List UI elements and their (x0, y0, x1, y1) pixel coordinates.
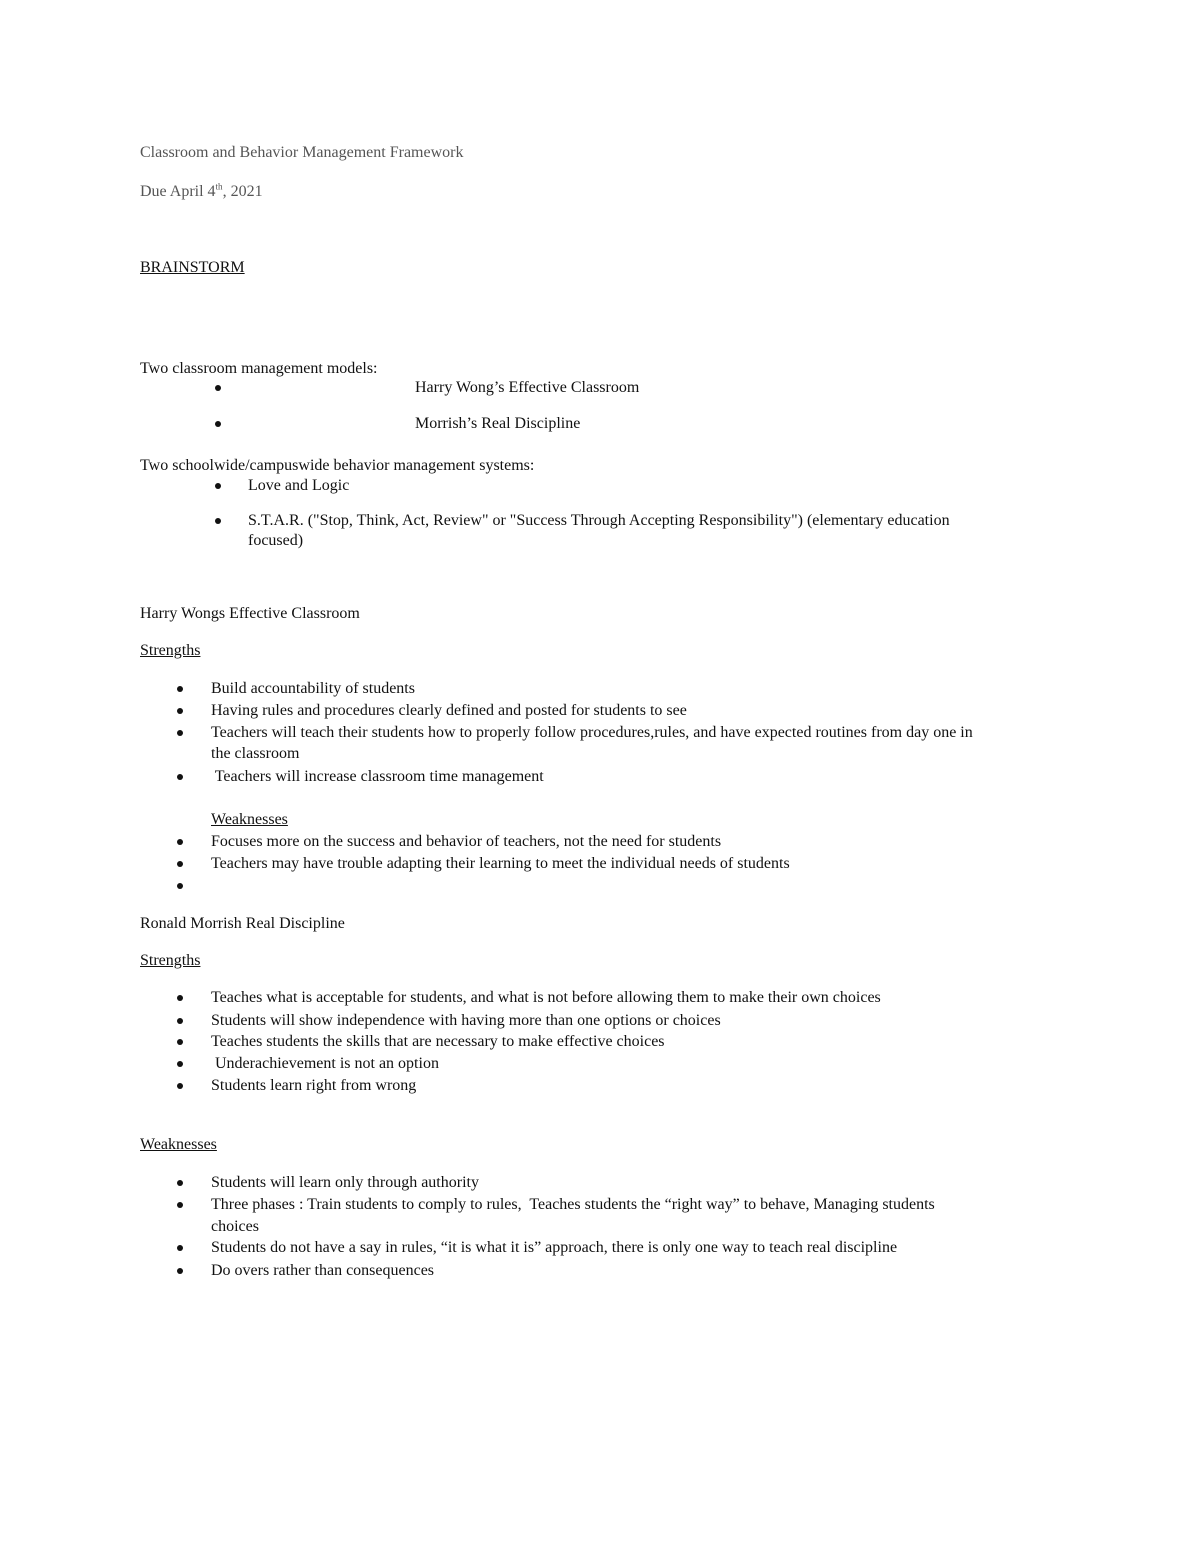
bullet-icon (177, 1018, 183, 1024)
bullet-icon (177, 686, 183, 692)
system-item: Love and Logic (248, 477, 350, 494)
models-label: Two classroom management models: (140, 360, 378, 377)
wong-strength-item-continuation: the classroom (211, 745, 300, 762)
wong-strength-item: Teachers will teach their students how to properly follow procedures,rules, and have expected routines from day one in (211, 724, 973, 741)
bullet-icon (177, 1245, 183, 1251)
morrish-weakness-item-continuation: choices (211, 1218, 259, 1235)
morrish-strength-item: Students will show independence with having more than one options or choices (211, 1012, 721, 1029)
morrish-strength-item: Students learn right from wrong (211, 1077, 417, 1094)
wong-strengths-heading: Strengths (140, 642, 201, 659)
morrish-section-title: Ronald Morrish Real Discipline (140, 915, 345, 932)
morrish-strength-item: Teaches what is acceptable for students, and what is not before allowing them to make their own choices (211, 989, 881, 1006)
due-date-prefix: Due April 4 (140, 183, 216, 200)
wong-weaknesses-heading: Weaknesses (211, 811, 288, 828)
morrish-strength-item: Teaches students the skills that are necessary to make effective choices (211, 1033, 665, 1050)
model-item: Harry Wong’s Effective Classroom (415, 379, 640, 396)
systems-label: Two schoolwide/campuswide behavior management systems: (140, 457, 535, 474)
system-item: S.T.A.R. ("Stop, Think, Act, Review" or "Success Through Accepting Responsibility") (elementary education (248, 512, 950, 529)
bullet-icon (215, 421, 221, 427)
bullet-icon (177, 708, 183, 714)
wong-strength-item: Teachers will increase classroom time management (211, 768, 544, 785)
bullet-icon (177, 839, 183, 845)
wong-section-title: Harry Wongs Effective Classroom (140, 605, 360, 622)
bullet-icon (177, 1268, 183, 1274)
morrish-weakness-item: Students will learn only through authority (211, 1174, 479, 1191)
bullet-icon (177, 861, 183, 867)
bullet-icon (177, 1039, 183, 1045)
bullet-icon (177, 774, 183, 780)
morrish-weakness-item: Do overs rather than consequences (211, 1262, 435, 1279)
bullet-icon (215, 518, 221, 524)
bullet-icon (177, 995, 183, 1001)
bullet-icon (177, 1083, 183, 1089)
system-item-continuation: focused) (248, 532, 304, 549)
bullet-icon (215, 385, 221, 391)
wong-strength-item: Build accountability of students (211, 680, 415, 697)
morrish-strength-item: Underachievement is not an option (211, 1055, 439, 1072)
wong-weakness-item: Teachers may have trouble adapting their learning to meet the individual needs of students (211, 855, 790, 872)
due-date-superscript: th (215, 181, 223, 192)
brainstorm-heading: BRAINSTORM (140, 259, 245, 276)
morrish-strengths-heading: Strengths (140, 952, 201, 969)
wong-strength-item: Having rules and procedures clearly defined and posted for students to see (211, 702, 687, 719)
morrish-weakness-item: Students do not have a say in rules, “it is what it is” approach, there is only one way to teach real discipline (211, 1239, 898, 1256)
document-title: Classroom and Behavior Management Framework (140, 144, 464, 161)
morrish-weakness-item: Three phases : Train students to comply to rules, Teaches students the “right way” to behave, Managing students (211, 1196, 935, 1213)
model-item: Morrish’s Real Discipline (415, 415, 581, 432)
bullet-icon (177, 730, 183, 736)
bullet-icon (177, 1202, 183, 1208)
morrish-weaknesses-heading: Weaknesses (140, 1136, 217, 1153)
wong-weakness-item: Focuses more on the success and behavior of teachers, not the need for students (211, 833, 722, 850)
due-date-suffix: , 2021 (222, 183, 263, 200)
bullet-icon-empty-item (177, 883, 183, 889)
due-date (140, 182, 263, 202)
bullet-icon (215, 483, 221, 489)
bullet-icon (177, 1061, 183, 1067)
bullet-icon (177, 1180, 183, 1186)
